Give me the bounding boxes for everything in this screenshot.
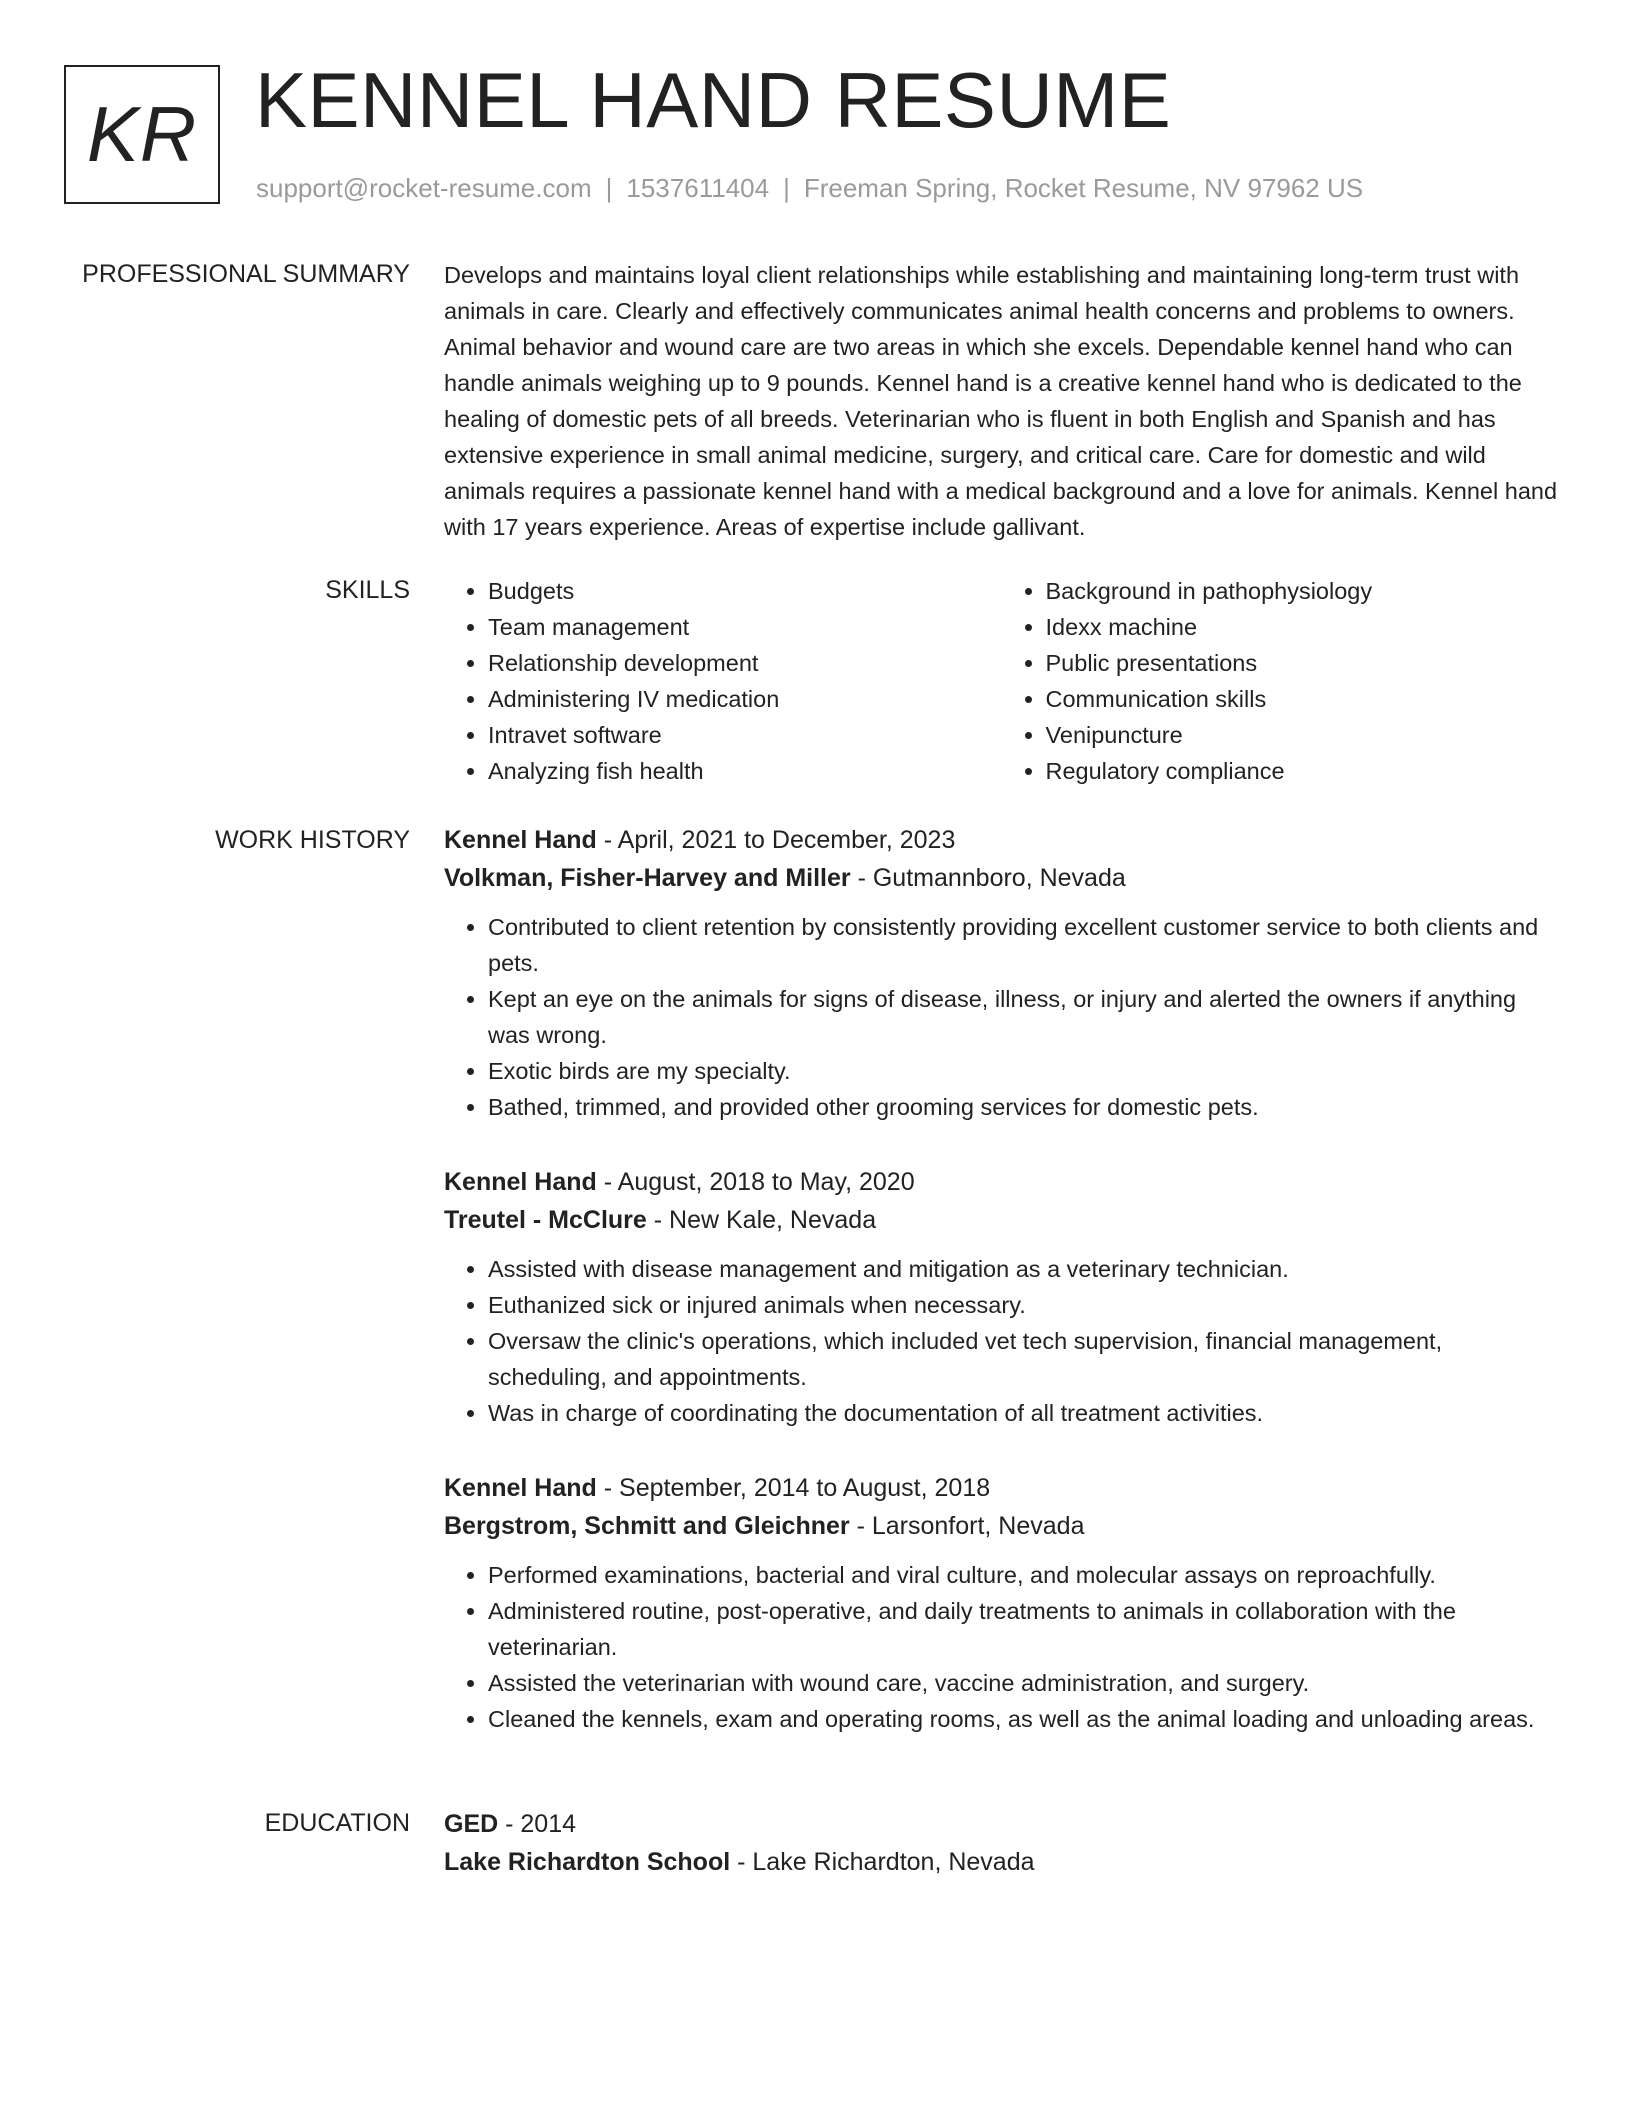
education-school: Lake Richardton School: [444, 1848, 731, 1876]
skills-grid: [444, 573, 1559, 789]
skill-item: • Regulatory compliance: [1046, 753, 1560, 789]
job-title: Kennel Hand: [444, 1474, 597, 1502]
skill-item: • Administering IV medication: [488, 681, 1002, 717]
job-bullet: • Exotic birds are my specialty.: [488, 1053, 1559, 1089]
contact-email: support@rocket-resume.com: [256, 173, 592, 203]
job-dates: September, 2014 to August, 2018: [619, 1474, 991, 1502]
skills-heading: SKILLS: [325, 576, 410, 604]
contact-line: [256, 172, 1363, 206]
skill-item: • Communication skills: [1046, 681, 1560, 717]
contact-separator: |: [783, 173, 790, 203]
job-title: Kennel Hand: [444, 1168, 597, 1196]
monogram-logo: KR: [64, 65, 220, 204]
job-bullet: • Bathed, trimmed, and provided other grooming services for domestic pets.: [488, 1089, 1559, 1125]
job-dates: April, 2021 to December, 2023: [617, 826, 956, 854]
skills-section: [444, 573, 1559, 789]
contact-address: Freeman Spring, Rocket Resume, NV 97962 US: [803, 173, 1364, 203]
education-year: 2014: [520, 1810, 577, 1838]
job-company-line: Volkman, Fisher-Harvey and Miller - Gutmannboro, Nevada: [444, 864, 1126, 892]
job-title: Kennel Hand: [444, 826, 597, 854]
job-dates: August, 2018 to May, 2020: [617, 1168, 915, 1196]
job-bullets: [444, 909, 1559, 1125]
job-company-line: Bergstrom, Schmitt and Gleichner - Larsonfort, Nevada: [444, 1512, 1085, 1540]
job-company-line: Treutel - McClure - New Kale, Nevada: [444, 1206, 877, 1234]
job-entry: [444, 1469, 1559, 1737]
skill-item: • Background in pathophysiology: [1046, 573, 1560, 609]
skills-list-left: [444, 573, 1002, 789]
summary-text: Develops and maintains loyal client relationships while establishing and maintaining long-term trust with animals in care. Clearly and effectively communicates animal health concerns and problems to owners. Animal behavior and wound care are two areas in which she excels. Dependable kennel hand who can handle animals weighing up to 9 pounds. Kennel hand is a creative kennel hand who is dedicated to the healing of domestic pets of all breeds. Veterinarian who is fluent in both English and Spanish and has extensive experience in small animal medicine, surgery, and critical care. Care for domestic and wild animals requires a passionate kennel hand with a medical background and a love for animals. Kennel hand with 17 years experience. Areas of expertise include gallivant.: [444, 262, 1558, 540]
skills-list-right: [1002, 573, 1560, 789]
work-history-section: [444, 821, 1559, 1775]
contact-separator: |: [605, 173, 613, 203]
summary-section: [444, 257, 1559, 545]
job-bullet: • Assisted the veterinarian with wound care, vaccine administration, and surgery.: [488, 1665, 1559, 1701]
job-company: Bergstrom, Schmitt and Gleichner: [444, 1512, 850, 1540]
work-history-heading: WORK HISTORY: [215, 826, 410, 854]
skill-item: • Budgets: [488, 573, 1002, 609]
summary-heading: PROFESSIONAL SUMMARY: [82, 260, 410, 288]
job-bullet: • Kept an eye on the animals for signs of disease, illness, or injury and alerted the owners if anything was wrong.: [488, 981, 1559, 1053]
job-location: Larsonfort, Nevada: [871, 1512, 1085, 1540]
skill-item: • Analyzing fish health: [488, 753, 1002, 789]
job-bullet: • Performed examinations, bacterial and viral culture, and molecular assays on reproachfully.: [488, 1557, 1559, 1593]
job-bullet: • Assisted with disease management and mitigation as a veterinary technician.: [488, 1251, 1559, 1287]
education-degree-line: GED - 2014: [444, 1810, 577, 1838]
job-bullet: • Contributed to client retention by consistently providing excellent customer service to both clients and pets.: [488, 909, 1559, 981]
skill-item: • Intravet software: [488, 717, 1002, 753]
job-title-line: Kennel Hand - August, 2018 to May, 2020: [444, 1168, 915, 1196]
skill-item: • Team management: [488, 609, 1002, 645]
skill-item: • Public presentations: [1046, 645, 1560, 681]
job-bullet: • Oversaw the clinic's operations, which included vet tech supervision, financial management, scheduling, and appointments.: [488, 1323, 1559, 1395]
contact-phone: 1537611404: [626, 173, 770, 203]
job-location: Gutmannboro, Nevada: [872, 864, 1126, 892]
job-entry: [444, 1163, 1559, 1431]
job-title-line: Kennel Hand - April, 2021 to December, 2023: [444, 826, 956, 854]
education-school-line: Lake Richardton School - Lake Richardton, Nevada: [444, 1848, 1035, 1876]
education-section: [444, 1805, 1559, 1881]
job-bullet: • Administered routine, post-operative, and daily treatments to animals in collaboration with the veterinarian.: [488, 1593, 1559, 1665]
job-bullet: • Euthanized sick or injured animals when necessary.: [488, 1287, 1559, 1323]
job-bullets: [444, 1557, 1559, 1737]
job-bullet: • Was in charge of coordinating the documentation of all treatment activities.: [488, 1395, 1559, 1431]
job-company: Treutel - McClure: [444, 1206, 647, 1234]
resume-title: KENNEL HAND RESUME: [255, 56, 1172, 144]
job-location: New Kale, Nevada: [669, 1206, 877, 1234]
skill-item: • Relationship development: [488, 645, 1002, 681]
job-bullets: [444, 1251, 1559, 1431]
job-entry: [444, 821, 1559, 1125]
education-degree: GED: [444, 1810, 499, 1838]
skill-item: • Venipuncture: [1046, 717, 1560, 753]
job-bullet: • Cleaned the kennels, exam and operating rooms, as well as the animal loading and unloading areas.: [488, 1701, 1559, 1737]
job-title-line: Kennel Hand - September, 2014 to August, 2018: [444, 1474, 991, 1502]
job-company: Volkman, Fisher-Harvey and Miller: [444, 864, 851, 892]
skill-item: • Idexx machine: [1046, 609, 1560, 645]
education-location: Lake Richardton, Nevada: [752, 1848, 1035, 1876]
education-heading: EDUCATION: [264, 1809, 410, 1837]
